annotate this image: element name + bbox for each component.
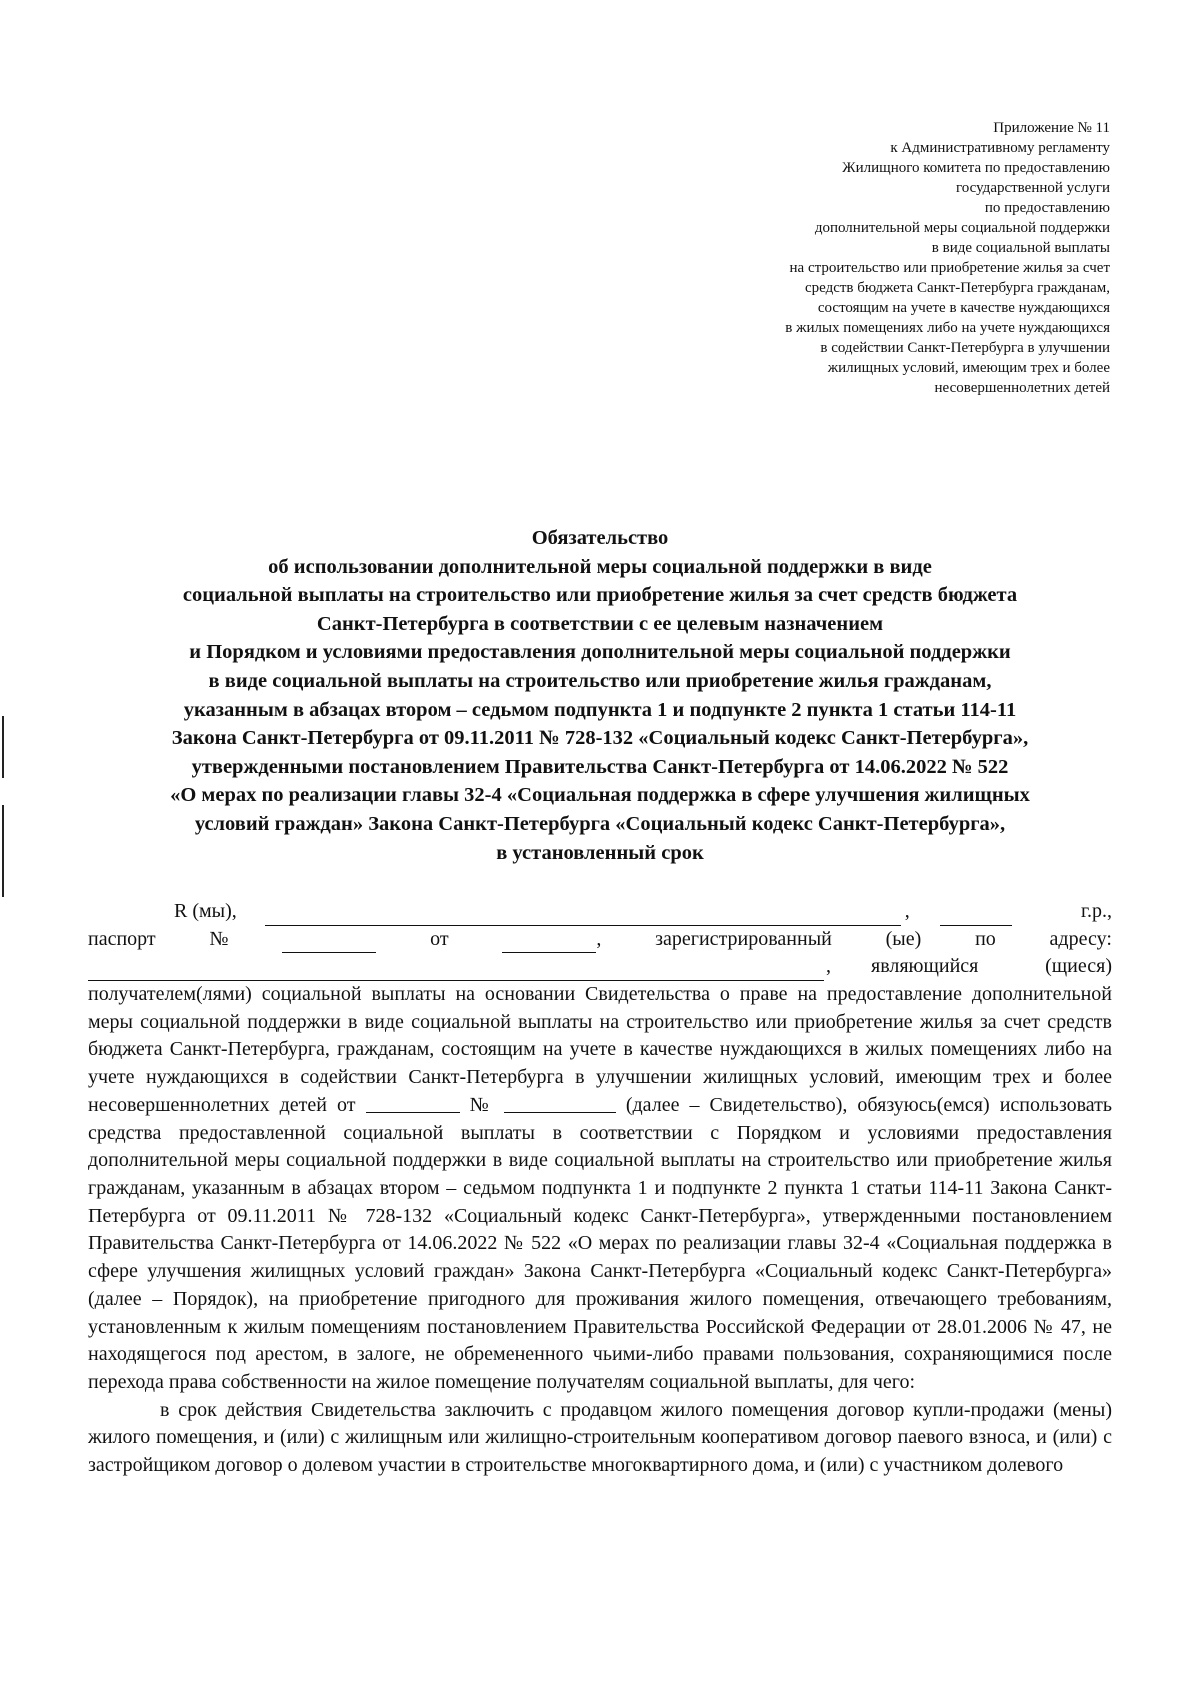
passport-number-field[interactable] <box>282 933 376 953</box>
appendix-line: к Административному регламенту <box>890 140 1110 156</box>
certificate-date-field[interactable] <box>366 1094 460 1113</box>
appendix-line: государственной услуги <box>956 180 1110 196</box>
document-body <box>88 898 1112 1480</box>
scan-mark-top <box>2 716 4 778</box>
label-we: R (мы), <box>174 899 237 922</box>
appendix-line: в содействии Санкт-Петербурга в улучшении <box>820 340 1110 356</box>
form-line-name <box>88 898 1112 926</box>
appendix-line: несовершеннолетних детей <box>934 380 1110 396</box>
label-passport: паспорт <box>88 927 156 950</box>
title-line: социальной выплаты на строительство или приобретение жилья за счет средств бюджета <box>182 584 1018 607</box>
name-field[interactable] <box>265 906 901 926</box>
appendix-line: в виде социальной выплаты <box>931 240 1110 256</box>
scan-mark-bottom <box>2 805 4 897</box>
comma: , <box>596 927 602 950</box>
title-line: утвержденными постановлением Правительства Санкт-Петербурга от 14.06.2022 № 522 <box>191 755 1009 778</box>
label-plural-being: (щиеся) <box>1045 955 1112 978</box>
appendix-line: Жилищного комитета по предоставлению <box>842 160 1110 176</box>
birth-year-field[interactable] <box>940 906 1012 926</box>
address-field[interactable] <box>88 961 824 981</box>
appendix-line: состоящим на учете в качестве нуждающихся <box>817 300 1110 316</box>
label-from: от <box>430 927 449 950</box>
certificate-number-field[interactable] <box>504 1094 616 1113</box>
appendix-line: на строительство или приобретение жилья за счет <box>789 260 1110 276</box>
label-plural: (ые) <box>885 927 922 950</box>
comma: , <box>826 955 831 978</box>
appendix-line: Приложение № 11 <box>993 120 1110 136</box>
title-line: Санкт-Петербурга в соответствии с ее целевым назначением <box>316 612 884 635</box>
appendix-line: жилищных условий, имеющим трех и более <box>827 360 1110 376</box>
title-line: «О мерах по реализации главы 32-4 «Социальная поддержка в сфере улучшения жилищных <box>170 784 1030 807</box>
title-line: в виде социальной выплаты на строительство или приобретение жилья гражданам, <box>208 669 992 692</box>
title-line: Закона Санкт-Петербурга от 09.11.2011 № 728-132 «Социальный кодекс Санкт-Петербурга», <box>171 727 1029 750</box>
appendix-header <box>785 118 1110 398</box>
appendix-line: по предоставлению <box>984 200 1110 216</box>
paragraph-terms: в срок действия Свидетельства заключить с продавцом жилого помещения договор купли-продажи (мены) жилого помещения, и (или) с жилищным или жилищно-строительным кооперативом договор паевого взноса, и (или) с застройщиком договор о долевом участии в строительстве многоквартирного дома, и (или) с участником долевого <box>88 1398 1112 1477</box>
appendix-line: средств бюджета Санкт-Петербурга гражданам, <box>804 280 1110 296</box>
title-heading: Обязательство <box>531 527 669 549</box>
title-line: в установленный срок <box>496 841 704 864</box>
label-being: являющийся <box>871 955 979 978</box>
label-registered: зарегистрированный <box>655 927 832 950</box>
paragraph-text-rest: (далее – Свидетельство), обязуюсь(емся) использовать средства предоставленной социальной выплаты в соответствии с Порядком и условиями предоставления дополнительной меры социальной поддержки в виде социальной выплаты на строительство или приобретение жилья гражданам, указанным в абзацах втором – седьмом подпункта 1 и подпункте 2 пункта 1 статьи 114-11 Закона Санкт-Петербурга от 09.11.2011 № 728-132 «Социальный кодекс Санкт-Петербурга», утвержденными постановлением Правительства Санкт-Петербурга от 14.06.2022 № 522 «О мерах по реализации главы 32-4 «Социальная поддержка в сфере улучшения жилищных условий граждан» Закона Санкт-Петербурга «Социальный кодекс Санкт-Петербурга» (далее – Порядок), на приобретение пригодного для проживания жилого помещения, отвечающего требованиям, установленным к жилым помещениям постановлением Правительства Российской Федерации от 28.01.2006 № 47, не находящегося под арестом, в залоге, не обремененного чьими-либо правами пользования, сохраняющимися после перехода права собственности на жилое помещение получателям социальной выплаты, для чего: <box>88 1093 1113 1393</box>
label-address: адресу: <box>1049 927 1112 950</box>
paragraph-obligation <box>88 981 1112 1397</box>
passport-date-field[interactable] <box>502 933 596 953</box>
document-title <box>80 524 1120 867</box>
form-line-passport <box>88 926 1112 954</box>
label-by: по <box>975 927 996 950</box>
title-line: указанным в абзацах втором – седьмом подпункта 1 и подпункте 2 пункта 1 статьи 114-11 <box>183 698 1017 721</box>
appendix-line: дополнительной меры социальной поддержки <box>814 220 1110 236</box>
paragraph-text-start: получателем(лями) социальной выплаты на основании Свидетельства о праве на предоставление дополнительной меры социальной поддержки в виде социальной выплаты на строительство или приобретение жилья за счет средств бюджета Санкт-Петербурга, гражданам, состоящим на учете в качестве нуждающихся в жилых помещениях либо на учете нуждающихся в содействии Санкт-Петербурга в улучшении жилищных условий, имеющим трех и более несовершеннолетних детей от <box>88 983 1112 1116</box>
title-line: об использовании дополнительной меры социальной поддержки в виде <box>268 555 932 578</box>
form-line-address <box>88 953 1112 981</box>
title-line: и Порядком и условиями предоставления дополнительной меры социальной поддержки <box>189 641 1011 664</box>
appendix-line: в жилых помещениях либо на учете нуждающихся <box>785 320 1110 336</box>
comma: , <box>904 899 910 922</box>
label-year-of-birth: г.р., <box>1081 899 1112 922</box>
title-line: условий граждан» Закона Санкт-Петербурга «Социальный кодекс Санкт-Петербурга», <box>194 812 1006 835</box>
label-number: № <box>209 927 229 950</box>
label-number: № <box>469 1093 494 1116</box>
